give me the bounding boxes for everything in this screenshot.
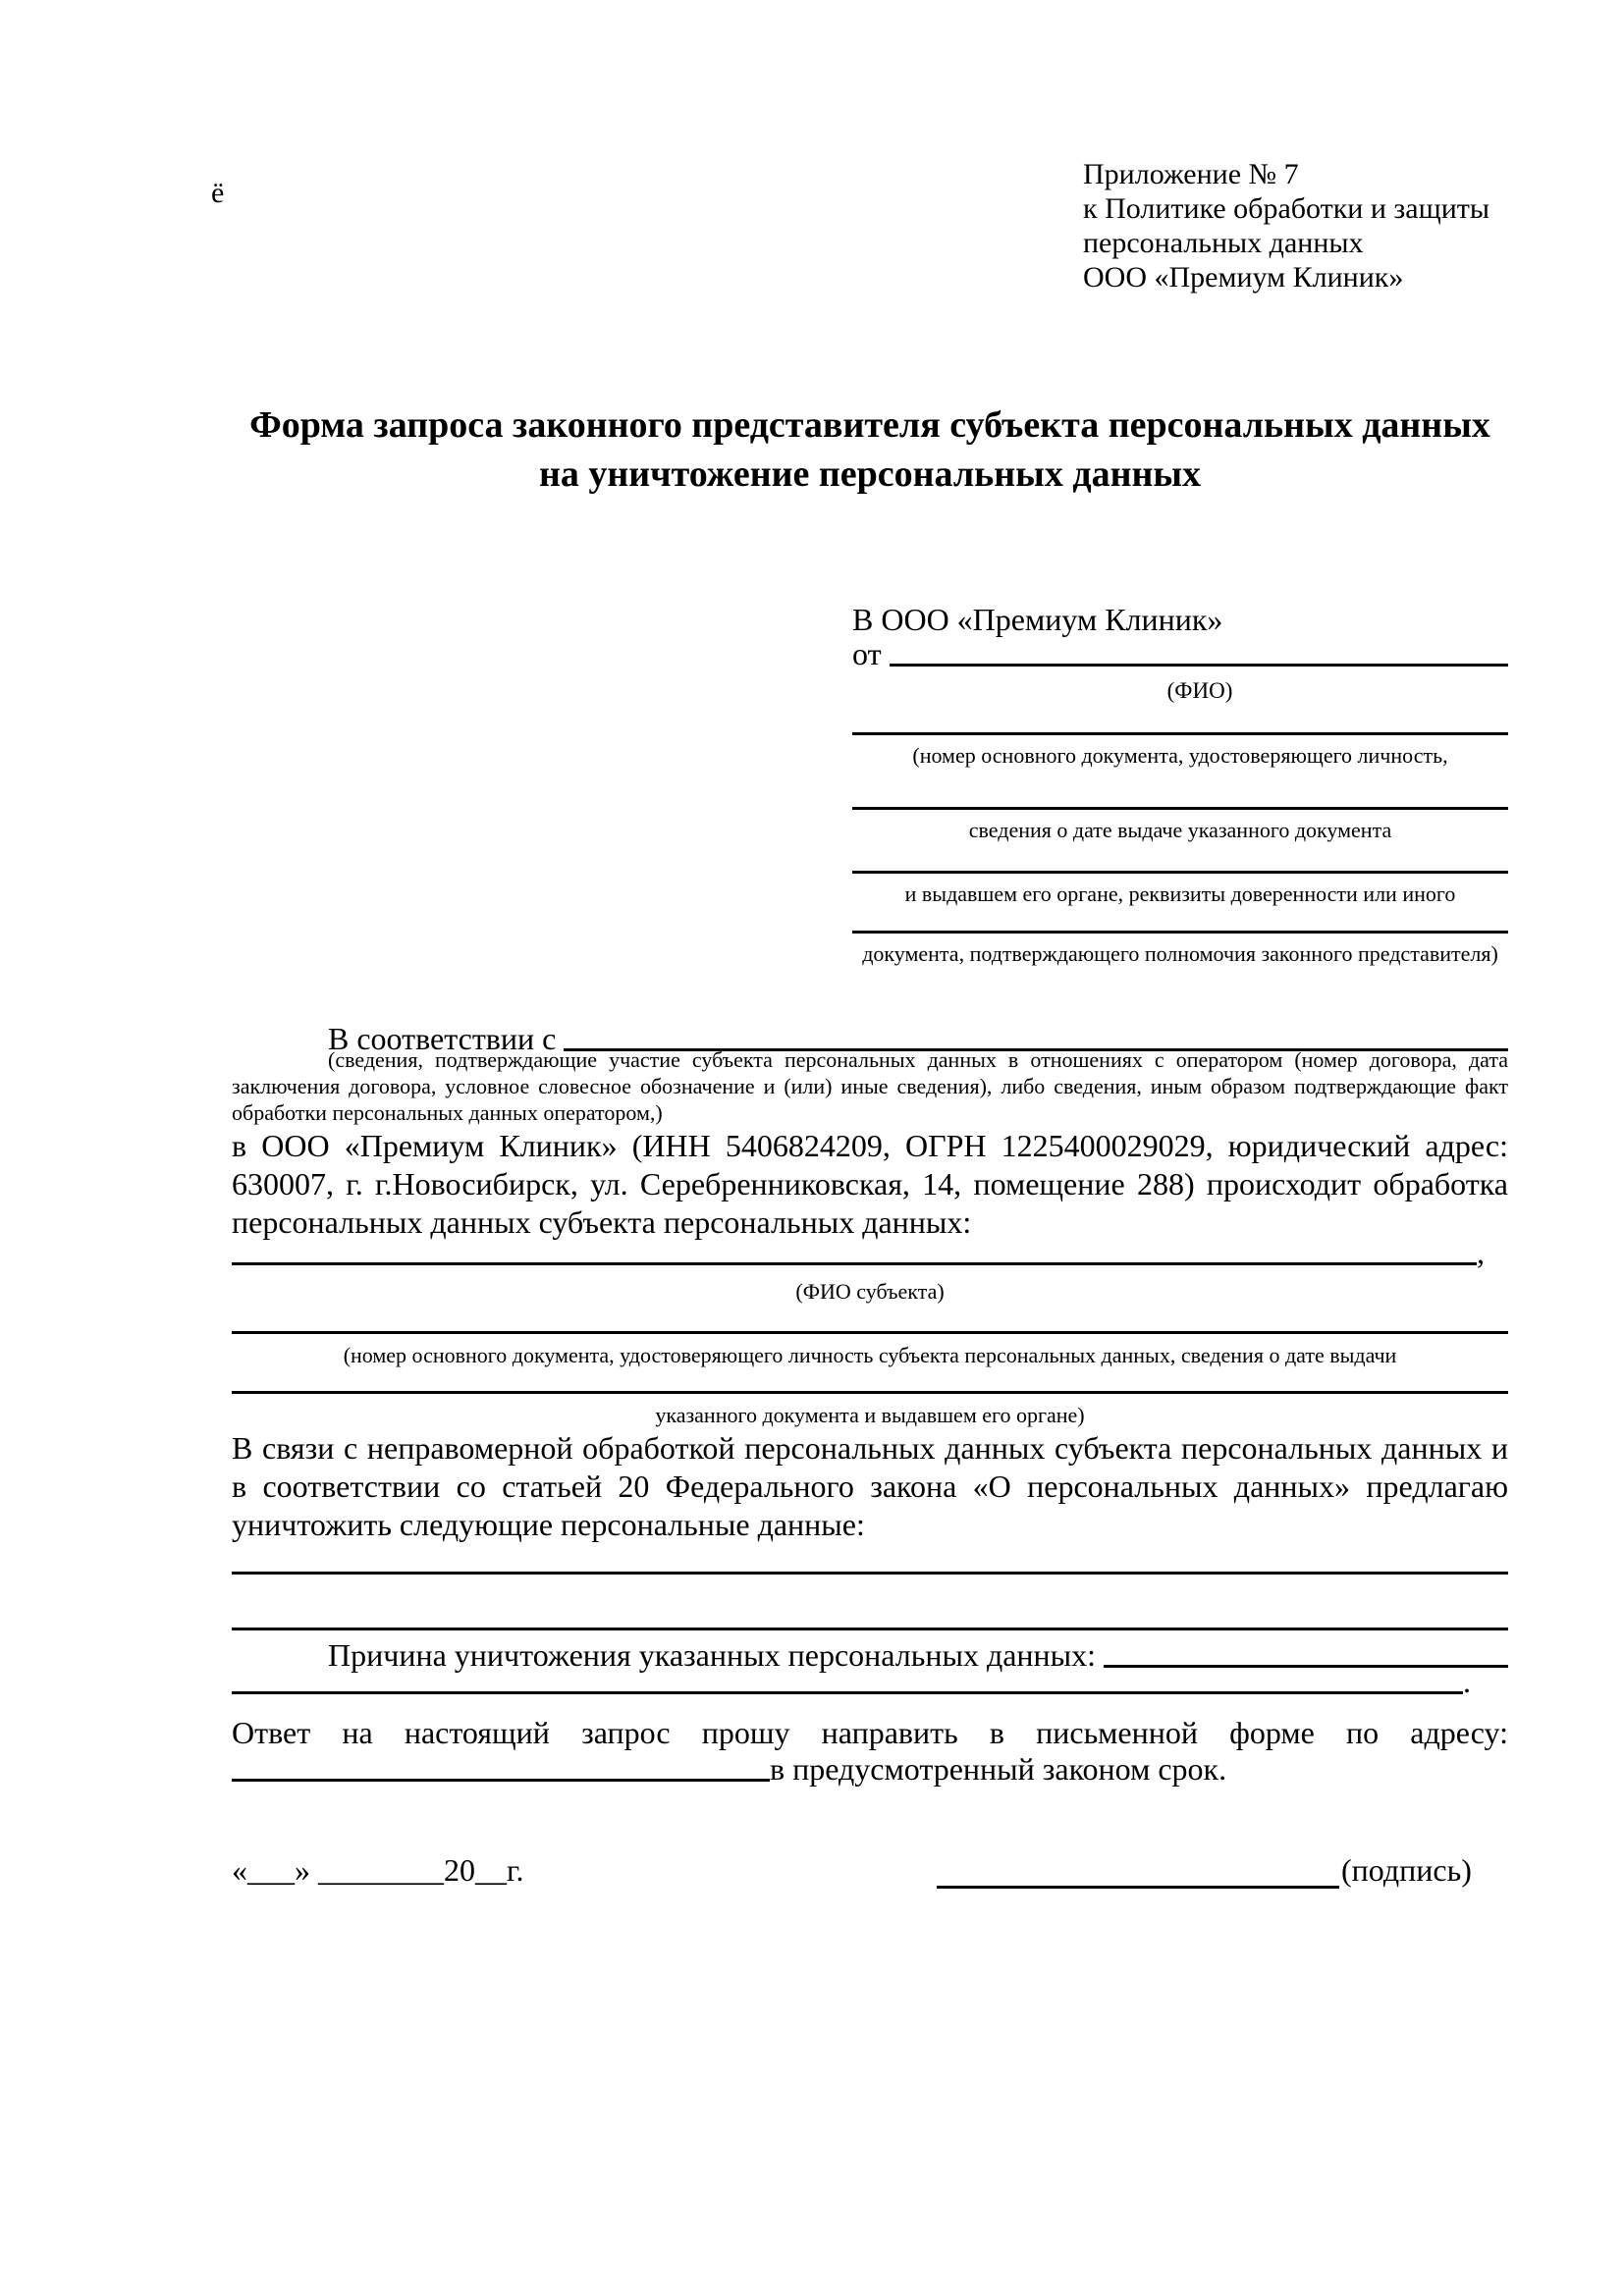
signature-caption: (подпись) xyxy=(1341,1852,1472,1888)
subject-fio-row xyxy=(232,1235,1485,1272)
period-char: . xyxy=(1463,1664,1471,1699)
address-fill-line xyxy=(232,1779,770,1782)
blank-line xyxy=(232,1331,1508,1334)
appendix-line: ООО «Премиум Клиник» xyxy=(1083,261,1404,294)
blank-line xyxy=(852,807,1508,810)
accordance-note: (сведения, подтверждающие участие субъекта персональных данных в отношениях с оператором (номер договора, дата заключения договора, условное словесное обозначение и (или) иные сведения), либо сведения, иным образом подтверждающие факт обработки персональных данных оператором,) xyxy=(232,1047,1508,1125)
appendix-line: Приложение № 7 xyxy=(1083,158,1299,190)
appendix-line: персональных данных xyxy=(1083,227,1364,259)
stray-char: ё xyxy=(211,177,225,209)
blank-line-caption: документа, подтверждающего полномочия законного представителя) xyxy=(862,941,1498,966)
appendix-line: к Политике обработки и защиты xyxy=(1083,192,1490,225)
reply-paragraph: Ответ на настоящий запрос прошу направить в письменной форме по адресу: xyxy=(232,1715,1508,1750)
accordance-label: В соответствии с xyxy=(328,1021,557,1056)
unlawful-paragraph: В связи с неправомерной обработкой персональных данных субъекта персональных данных и в соответствии со статьей 20 Федерального закона «О персональных данных» предлагаю уничтожить следующие персональные данные: xyxy=(232,1430,1508,1542)
subject-fill-line xyxy=(232,1262,1477,1265)
appendix-header xyxy=(1083,157,1489,294)
from-row xyxy=(852,638,1508,673)
from-fill-line xyxy=(890,664,1508,667)
reply-tail-row xyxy=(232,1751,1272,1789)
blank-line xyxy=(852,732,1508,735)
blank-line xyxy=(852,871,1508,874)
form-title-line-1: Форма запроса законного представителя субъекта персональных данных xyxy=(249,404,1490,446)
form-title xyxy=(232,400,1508,499)
blank-line-caption: и выдавшем его органе, реквизиты доверенности или иного xyxy=(904,881,1456,906)
blank-line xyxy=(232,1391,1508,1394)
fio-subject-caption: (ФИО субъекта) xyxy=(795,1279,945,1304)
from-label: от xyxy=(852,636,882,671)
blank-line xyxy=(852,931,1508,934)
signature-line xyxy=(937,1886,1339,1889)
form-title-line-2: на уничтожение персональных данных xyxy=(538,454,1202,495)
reason-overflow-row xyxy=(232,1664,1471,1701)
date-line: «___» ________20__г. xyxy=(232,1852,524,1888)
blank-line-caption: сведения о дате выдаче указанного документа xyxy=(968,818,1392,842)
reason-overflow-line xyxy=(232,1691,1463,1694)
reply-tail: в предусмотренный законом срок. xyxy=(770,1751,1227,1787)
fio-caption: (ФИО) xyxy=(1166,678,1233,703)
data-blank-line xyxy=(232,1572,1508,1575)
addressee-to: В ООО «Премиум Клиник» xyxy=(852,602,1223,637)
reason-label: Причина уничтожения указанных персональных данных: xyxy=(328,1637,1097,1673)
doc-caption-line-1: (номер основного документа, удостоверяющего личность субъекта персональных данных, сведения о дате выдачи xyxy=(343,1343,1397,1367)
doc-caption-line-2: указанного документа и выдавшем его органе) xyxy=(655,1403,1085,1427)
data-blank-line xyxy=(232,1628,1508,1630)
operator-paragraph: в ООО «Премиум Клиник» (ИНН 5406824209, ОГРН 1225400029029, юридический адрес: 630007, г. г.Новосибирск, ул. Серебренниковская, 14, помещение 288) происходит обработка персональных данных субъекта персональных данных: xyxy=(232,1128,1508,1240)
comma-char: , xyxy=(1477,1235,1485,1270)
blank-line-caption: (номер основного документа, удостоверяющего личность, xyxy=(912,743,1448,768)
